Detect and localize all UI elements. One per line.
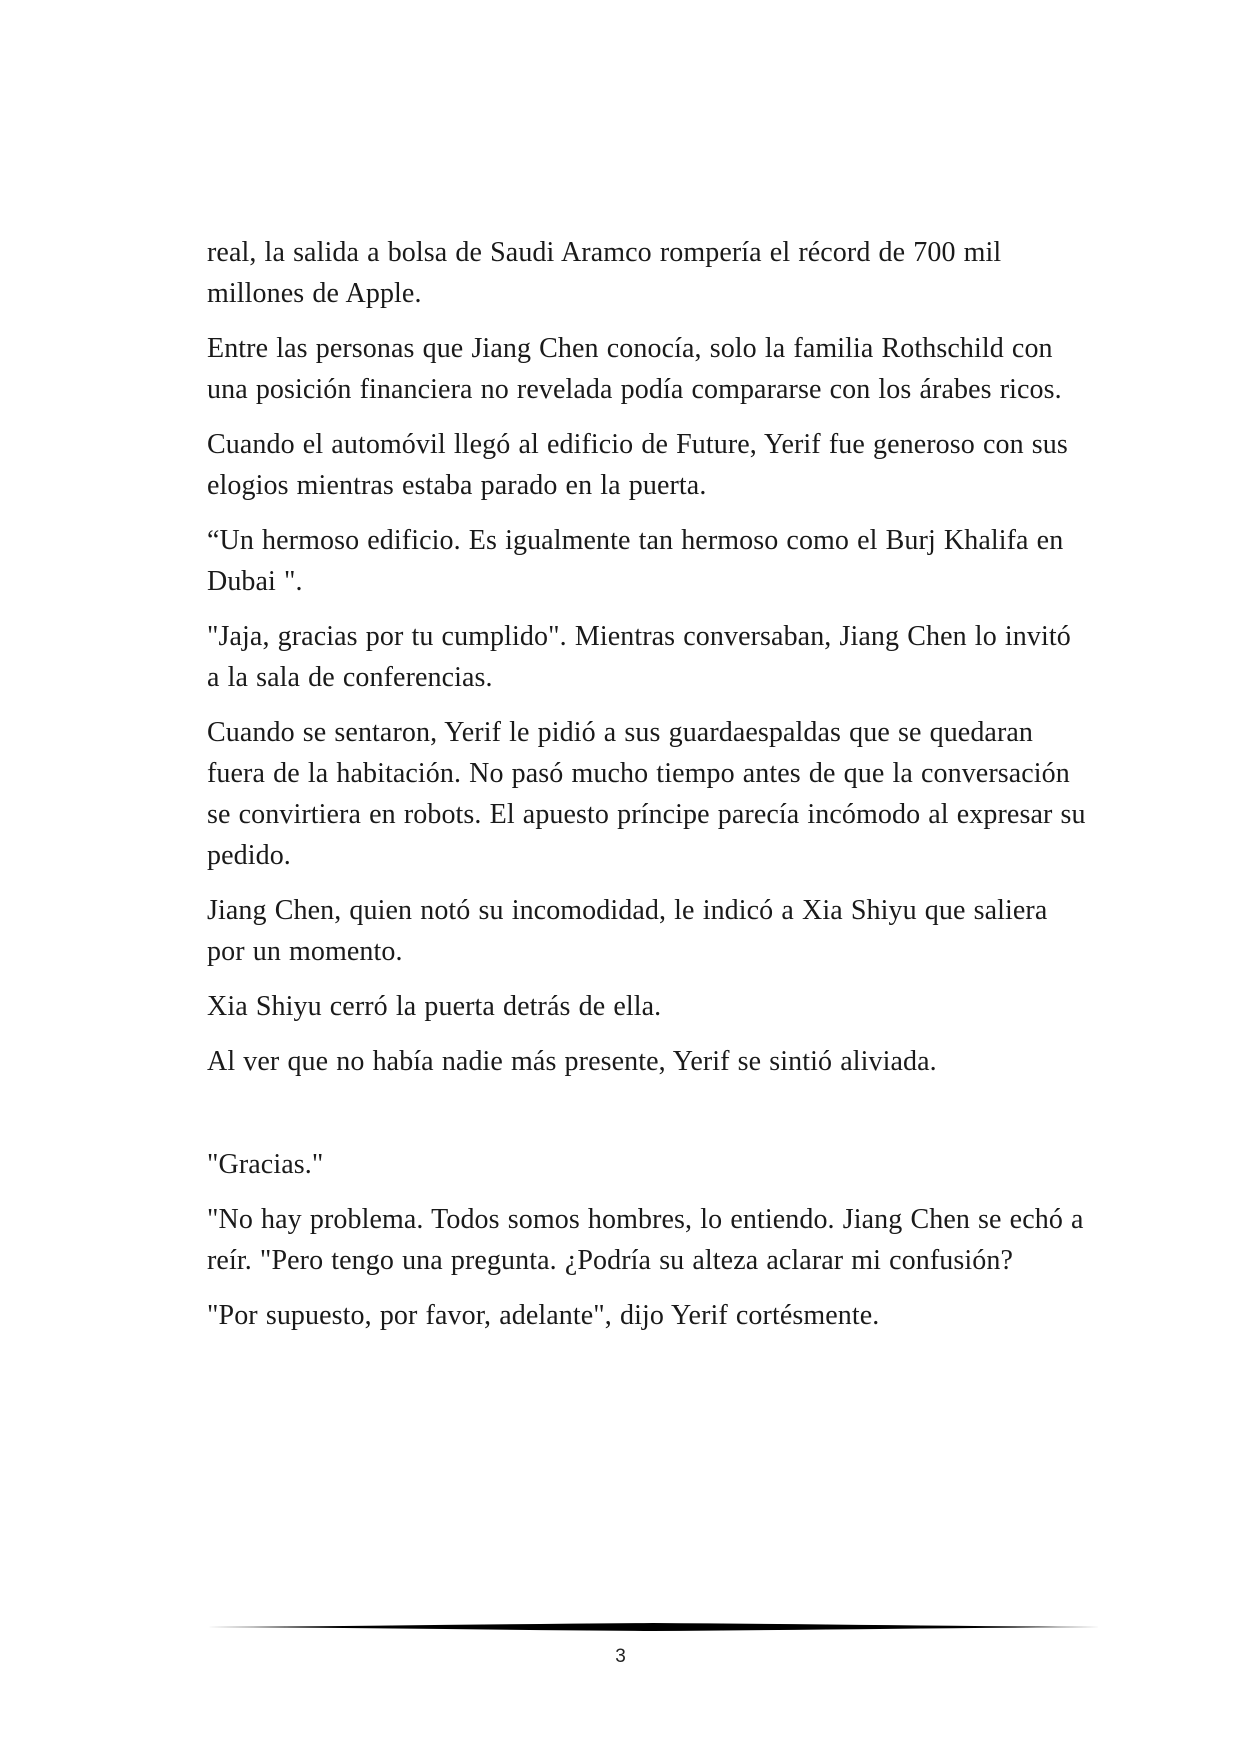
paragraph: "No hay problema. Todos somos hombres, lo entiendo. Jiang Chen se echó a reír. "Pero tengo una pregunta. ¿Podría su alteza aclarar mi confusión? [207,1204,1084,1276]
paragraph: Cuando se sentaron, Yerif le pidió a sus guardaespaldas que se quedaran fuera de la habitación. No pasó mucho tiempo antes de que la conversación se convirtiera en robots. El apuesto príncipe parecía incómodo al expresar su pedido. [207,717,1086,871]
paragraph: real, la salida a bolsa de Saudi Aramco rompería el récord de 700 mil millones de Apple. [207,237,1002,309]
paragraph: "Por supuesto, por favor, adelante", dijo Yerif cortésmente. [207,1300,880,1331]
paragraph: Al ver que no había nadie más presente, Yerif se sintió aliviada. [207,1046,937,1077]
paragraph: Xia Shiyu cerró la puerta detrás de ella. [207,991,662,1022]
paragraph: Cuando el automóvil llegó al edificio de Future, Yerif fue generoso con sus elogios mientras estaba parado en la puerta. [207,429,1068,501]
paragraph: Jiang Chen, quien notó su incomodidad, le indicó a Xia Shiyu que saliera por un momento. [207,895,1048,967]
paragraph: Entre las personas que Jiang Chen conocía, solo la familia Rothschild con una posición financiera no revelada podía compararse con los árabes ricos. [207,333,1062,405]
body-text [207,232,1087,1350]
paragraph: “Un hermoso edificio. Es igualmente tan hermoso como el Burj Khalifa en Dubai ". [207,525,1064,597]
paragraph: "Gracias." [207,1149,324,1180]
footer-rule [207,1620,1100,1634]
paragraph: "Jaja, gracias por tu cumplido". Mientras conversaban, Jiang Chen lo invitó a la sala de conferencias. [207,621,1071,693]
page-number: 3 [615,1646,626,1667]
